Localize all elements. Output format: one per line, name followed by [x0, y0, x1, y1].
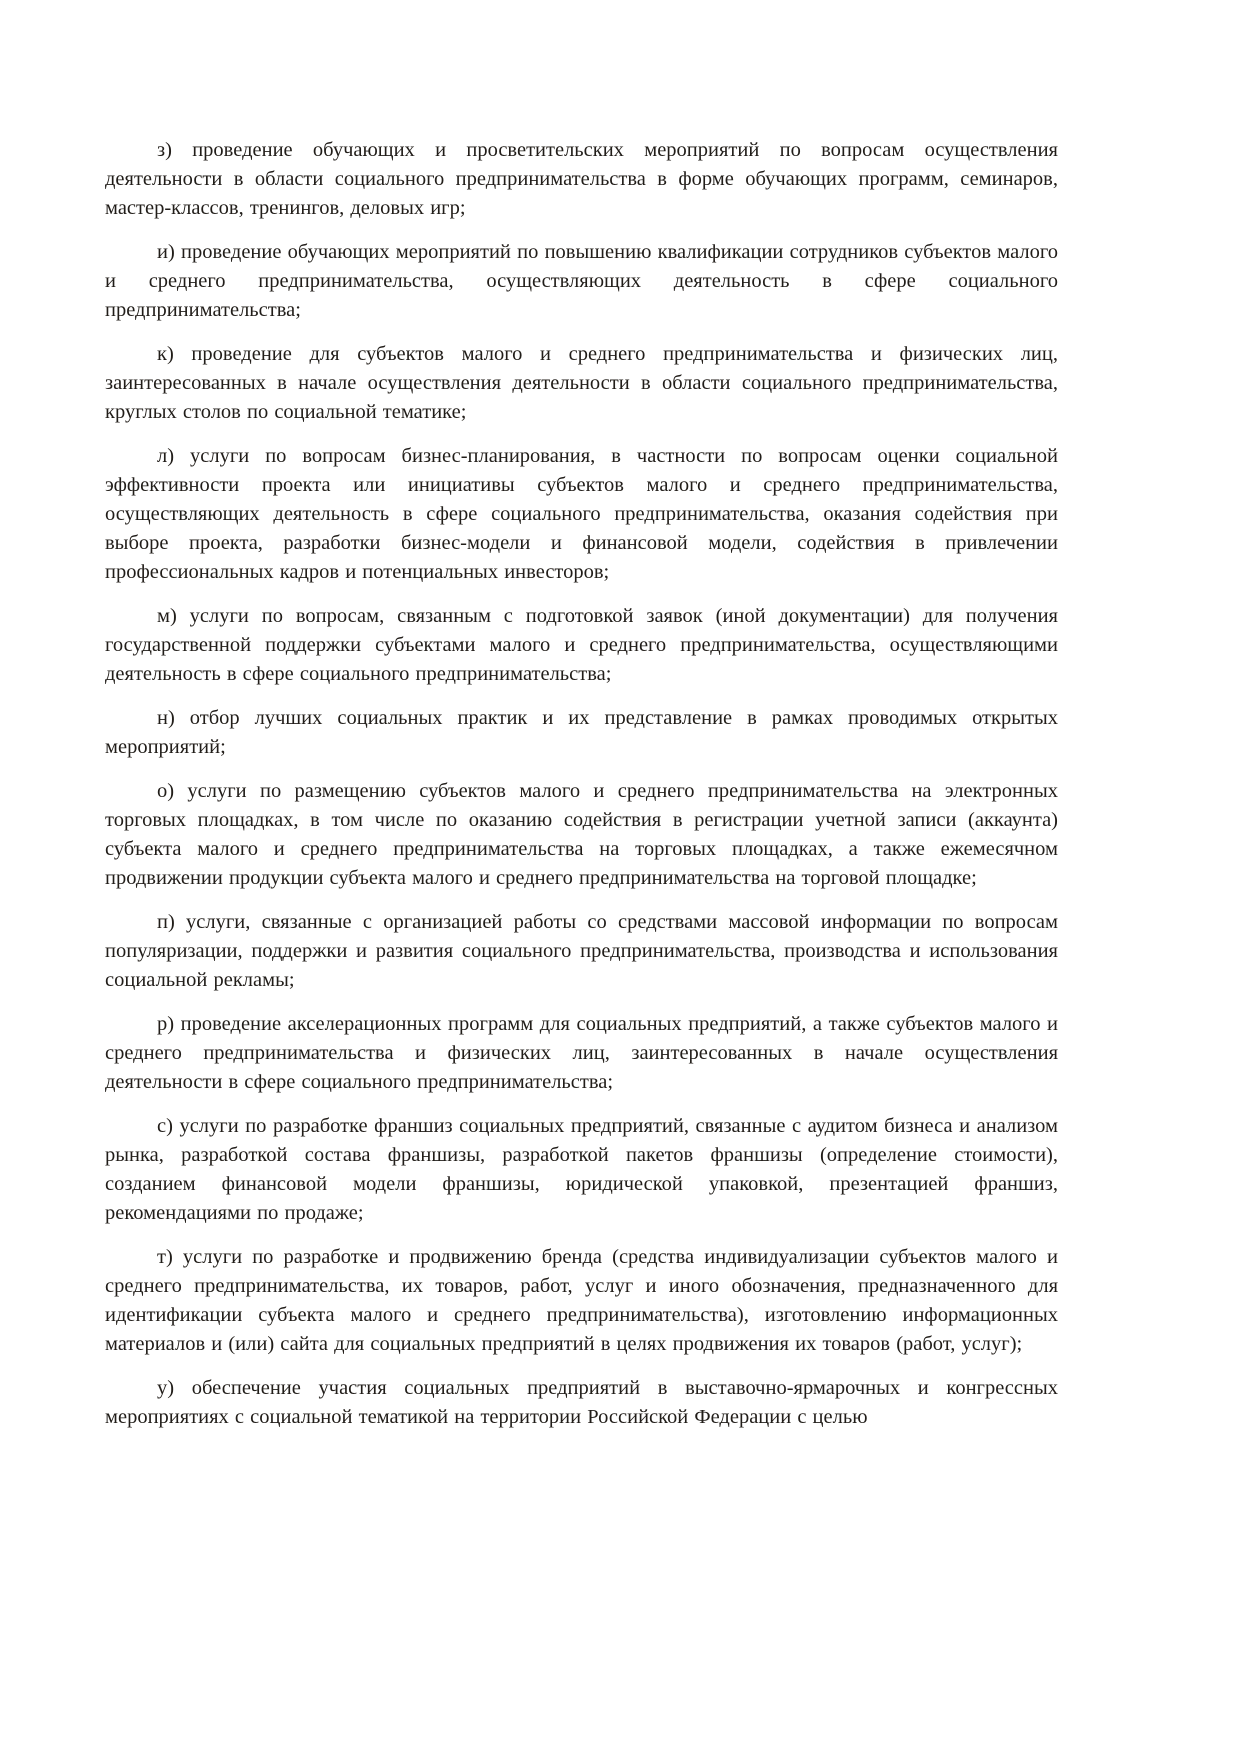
paragraph-l: л) услуги по вопросам бизнес-планирования, в частности по вопросам оценки социальной эффективности проекта или инициативы субъектов малого и среднего предпринимательства, осуществляющих деятельность в сфере социального предпринимательства, оказания содействия при выборе проекта, разработки бизнес-модели и финансовой модели, содействия в привлечении профессиональных кадров и потенциальных инвесторов; — [105, 445, 1058, 583]
paragraph-i: и) проведение обучающих мероприятий по повышению квалификации сотрудников субъектов малого и среднего предпринимательства, осуществляющих деятельность в сфере социального предпринимательства; — [105, 241, 1058, 321]
paragraph-u: у) обеспечение участия социальных предприятий в выставочно-ярмарочных и конгрессных мероприятиях с социальной тематикой на территории Российской Федерации с целью — [105, 1377, 1058, 1428]
paragraph-t: т) услуги по разработке и продвижению бренда (средства индивидуализации субъектов малого и среднего предпринимательства, их товаров, работ, услуг и иного обозначения, предназначенного для идентификации субъекта малого и среднего предпринимательства), изготовлению информационных материалов и (или) сайта для социальных предприятий в целях продвижения их товаров (работ, услуг); — [105, 1246, 1058, 1355]
paragraph-o: о) услуги по размещению субъектов малого и среднего предпринимательства на электронных торговых площадках, в том числе по оказанию содействия в регистрации учетной записи (аккаунта) субъекта малого и среднего предпринимательства на торговых площадках, а также ежемесячном продвижении продукции субъекта малого и среднего предпринимательства на торговой площадке; — [105, 780, 1058, 889]
paragraph-m: м) услуги по вопросам, связанным с подготовкой заявок (иной документации) для получения государственной поддержки субъектами малого и среднего предпринимательства, осуществляющими деятельность в сфере социального предпринимательства; — [105, 605, 1058, 685]
paragraph-p: п) услуги, связанные с организацией работы со средствами массовой информации по вопросам популяризации, поддержки и развития социального предпринимательства, производства и использования социальной рекламы; — [105, 911, 1058, 991]
paragraph-n: н) отбор лучших социальных практик и их представление в рамках проводимых открытых мероприятий; — [105, 707, 1058, 758]
document-content — [105, 136, 1058, 1432]
paragraph-r: р) проведение акселерационных программ для социальных предприятий, а также субъектов малого и среднего предпринимательства и физических лиц, заинтересованных в начале осуществления деятельности в сфере социального предпринимательства; — [105, 1013, 1058, 1093]
paragraph-k: к) проведение для субъектов малого и среднего предпринимательства и физических лиц, заинтересованных в начале осуществления деятельности в области социального предпринимательства, круглых столов по социальной тематике; — [105, 343, 1058, 423]
paragraph-s: с) услуги по разработке франшиз социальных предприятий, связанные с аудитом бизнеса и анализом рынка, разработкой состава франшизы, разработкой пакетов франшизы (определение стоимости), созданием финансовой модели франшизы, юридической упаковкой, презентацией франшиз, рекомендациями по продаже; — [105, 1115, 1058, 1224]
paragraph-z: з) проведение обучающих и просветительских мероприятий по вопросам осуществления деятельности в области социального предпринимательства в форме обучающих программ, семинаров, мастер-классов, тренингов, деловых игр; — [105, 139, 1058, 219]
